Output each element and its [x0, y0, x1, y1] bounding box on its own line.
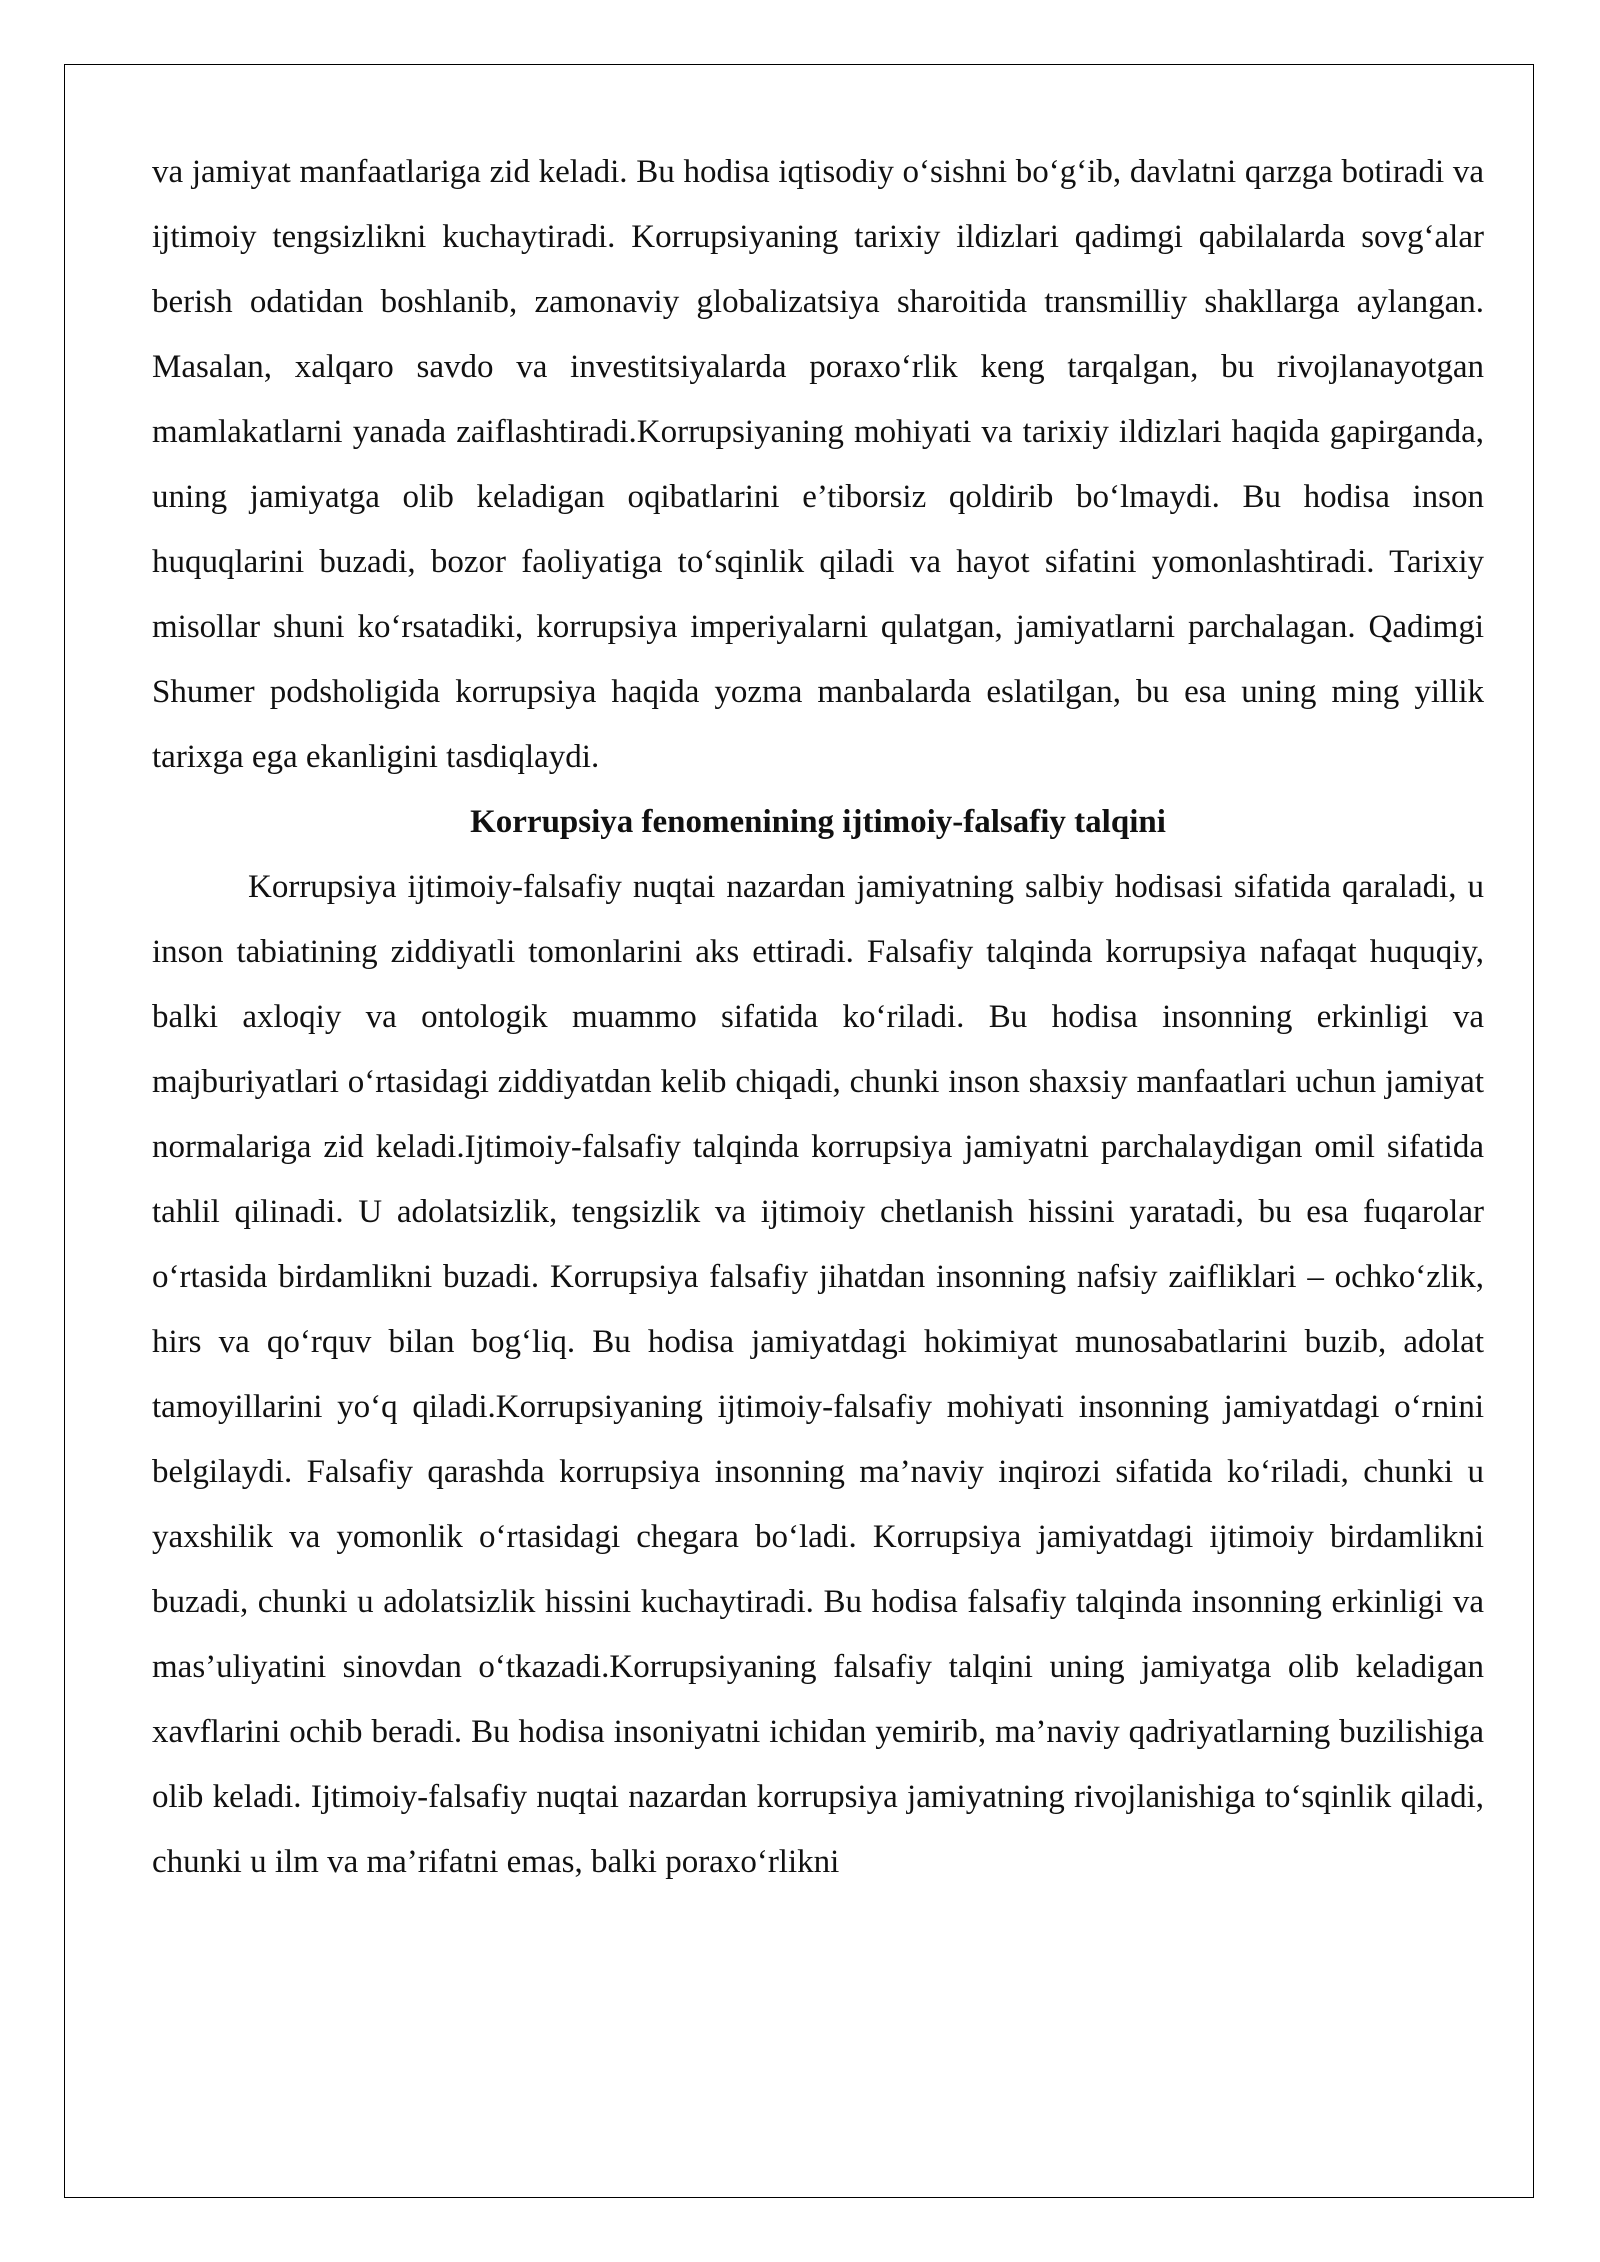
- paragraph-continuation: va jamiyat manfaatlariga zid keladi. Bu hodisa iqtisodiy o‘sishni bo‘g‘ib, davlatni qarzga botiradi va ijtimoiy tengsizlikni kuchaytiradi. Korrupsiyaning tarixiy ildizlari qadimgi qabilalarda sovg‘alar berish odatidan boshlanib, zamonaviy globalizatsiya sharoitida transmilliy shakllarga aylangan. Masalan, xalqaro savdo va investitsiyalarda poraxo‘rlik keng tarqalgan, bu rivojlanayotgan mamlakatlarni yanada zaiflashtiradi.Korrupsiyaning mohiyati va tarixiy ildizlari haqida gapirganda, uning jamiyatga olib keladigan oqibatlarini e’tiborsiz qoldirib bo‘lmaydi. Bu hodisa inson huquqlarini buzadi, bozor faoliyatiga to‘sqinlik qiladi va hayot sifatini yomonlashtiradi. Tarixiy misollar shuni ko‘rsatadiki, korrupsiya imperiyalarni qulatgan, jamiyatlarni parchalagan. Qadimgi Shumer podsholigida korrupsiya haqida yozma manbalarda eslatilgan, bu esa uning ming yillik tarixga ega ekanligini tasdiqlaydi.: [152, 154, 1484, 775]
- paragraph-body: Korrupsiya ijtimoiy-falsafiy nuqtai nazardan jamiyatning salbiy hodisasi sifatida qaraladi, u inson tabiatining ziddiyatli tomonlarini aks ettiradi. Falsafiy talqinda korrupsiya nafaqat huquqiy, balki axloqiy va ontologik muammo sifatida ko‘riladi. Bu hodisa insonning erkinligi va majburiyatlari o‘rtasidagi ziddiyatdan kelib chiqadi, chunki inson shaxsiy manfaatlari uchun jamiyat normalariga zid keladi.Ijtimoiy-falsafiy talqinda korrupsiya jamiyatni parchalaydigan omil sifatida tahlil qilinadi. U adolatsizlik, tengsizlik va ijtimoiy chetlanish hissini yaratadi, bu esa fuqarolar o‘rtasida birdamlikni buzadi. Korrupsiya falsafiy jihatdan insonning nafsiy zaifliklari – ochko‘zlik, hirs va qo‘rquv bilan bog‘liq. Bu hodisa jamiyatdagi hokimiyat munosabatlarini buzib, adolat tamoyillarini yo‘q qiladi.Korrupsiyaning ijtimoiy-falsafiy mohiyati insonning jamiyatdagi o‘rnini belgilaydi. Falsafiy qarashda korrupsiya insonning ma’naviy inqirozi sifatida ko‘riladi, chunki u yaxshilik va yomonlik o‘rtasidagi chegara bo‘ladi. Korrupsiya jamiyatdagi ijtimoiy birdamlikni buzadi, chunki u adolatsizlik hissini kuchaytiradi. Bu hodisa falsafiy talqinda insonning erkinligi va mas’uliyatini sinovdan o‘tkazadi.Korrupsiyaning falsafiy talqini uning jamiyatga olib keladigan xavflarini ochib beradi. Bu hodisa insoniyatni ichidan yemirib, ma’naviy qadriyatlarning buzilishiga olib keladi. Ijtimoiy-falsafiy nuqtai nazardan korrupsiya jamiyatning rivojlanishiga to‘sqinlik qiladi, chunki u ilm va ma’rifatni emas, balki poraxo‘rlikni: [152, 869, 1484, 1880]
- document-body: [152, 140, 1484, 1895]
- section-heading: Korrupsiya fenomenining ijtimoiy-falsafiy talqini: [470, 804, 1166, 840]
